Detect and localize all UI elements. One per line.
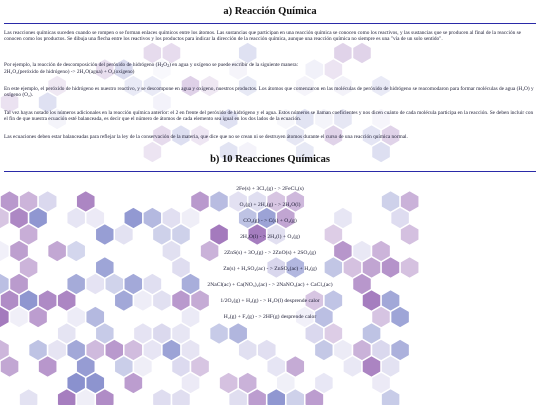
reaction-item: CO₂(g) - > C(s) + O₂(g)	[243, 218, 297, 224]
hexagon-decoration	[124, 372, 143, 394]
paragraph-coefficients: Tal vez hayas notado los números adicionales en la reacción química anterior: el 2 en frente del peróxido de hidrógeno y el agua. Estos números se llaman coeficientes y nos dicen cuánto de cada molécula participa en la reacción. Se deben incluir con el fin de que nuestra ecuación esté balanceada, es decir que el número de átomos de cada elemento sea igual en los dos lados de la ecuación.	[4, 110, 534, 123]
section-b-title: b) 10 Reacciones Químicas	[210, 154, 330, 165]
hexagon-decoration	[353, 42, 372, 64]
reaction-item: 2H₂O(l) - > 2H₂(l) + O₂(g)	[240, 234, 300, 240]
paragraph-example: Por ejemplo, la reacción de descomposición del peróxido de hidrógeno $(H_2O_2)$ en agua y oxígeno se puede escribir de la siguiente manera: 2H₂O₂(peróxido de hidrógeno) -> 2H₂O(agua) + O₂(oxígeno)	[4, 62, 299, 76]
reaction-item: 2ZnS(s) + 3O₂(g) - > 2ZnO(s) + 2SO₂(g)	[224, 250, 316, 256]
example-intro: Por ejemplo, la reacción de descomposición del peróxido de hidrógeno (H	[4, 62, 162, 68]
paragraph-definition: Las reacciones químicas suceden cuando se rompen o se forman enlaces químicos entre los átomos. Las sustancias que participan en una reacción química se conocen como los reactivos, y las sustancias que se producen al final de la reacción se conocen como los productos. Se dibuja una flecha entre los reactivos y los productos para indicar la dirección de la reacción química, aunque una reacción química no siempre es una "vía de un solo sentido".	[4, 30, 521, 43]
reaction-item: H₂(g) + F₂(g) - > 2HF(g) desprende calor	[223, 314, 317, 320]
reaction-item: O₂(g) + 2H₂(g) - > 2H₂O(l)	[239, 202, 301, 208]
section-b-divider	[4, 171, 536, 172]
reaction-item: 1/2O₂(g) + H₂(g) - > H₂O(l) desprende calor	[220, 298, 320, 304]
paragraph-explanation: En este ejemplo, el peróxido de hidrógeno es nuestro reactivo, y se descompone en agua y oxígeno, nuestros productos. Los átomos que comenzaron en las moléculas de peróxido de hidrógeno se reacomodaron para formar moléculas de agua (H₂O) y oxígeno (O₂).	[4, 86, 534, 99]
hexagon-decoration	[238, 339, 257, 361]
reaction-item: 2Fe(s) + 3Cl₂(g) - > 2FeCl₃(s)	[236, 186, 304, 192]
example-equation: 2H₂O₂(peróxido de hidrógeno) -> 2H₂O(agua) + O₂(oxígeno)	[4, 69, 135, 76]
section-a-heading-wrap	[0, 6, 540, 17]
section-a-divider	[4, 23, 536, 24]
hexagon-decoration	[0, 356, 19, 378]
reaction-item: Zn(s) + H₂SO₄(ac) - > ZnSO₄(ac) + H₂(g)	[223, 266, 317, 272]
hexagon-decoration	[38, 356, 57, 378]
hexagon-decoration	[19, 389, 38, 405]
paragraph-conservation: Las ecuaciones deben estar balanceadas para reflejar la ley de la conservación de la materia, que dice que no se crean ni se destruyen átomos durante el curso de una reacción química normal.	[4, 134, 408, 140]
hexagon-decoration	[343, 356, 362, 378]
hexagon-decoration	[314, 339, 333, 361]
reaction-list	[0, 184, 540, 328]
hexagon-decoration	[152, 389, 171, 405]
section-a-title: a) Reacción Química	[223, 6, 317, 17]
reaction-item: 2NaCl(ac) + Ca(NO₃)₂(ac) - > 2NaNO₃(ac) + CaCl₂(ac)	[207, 282, 333, 288]
section-b-heading-wrap	[0, 154, 540, 165]
